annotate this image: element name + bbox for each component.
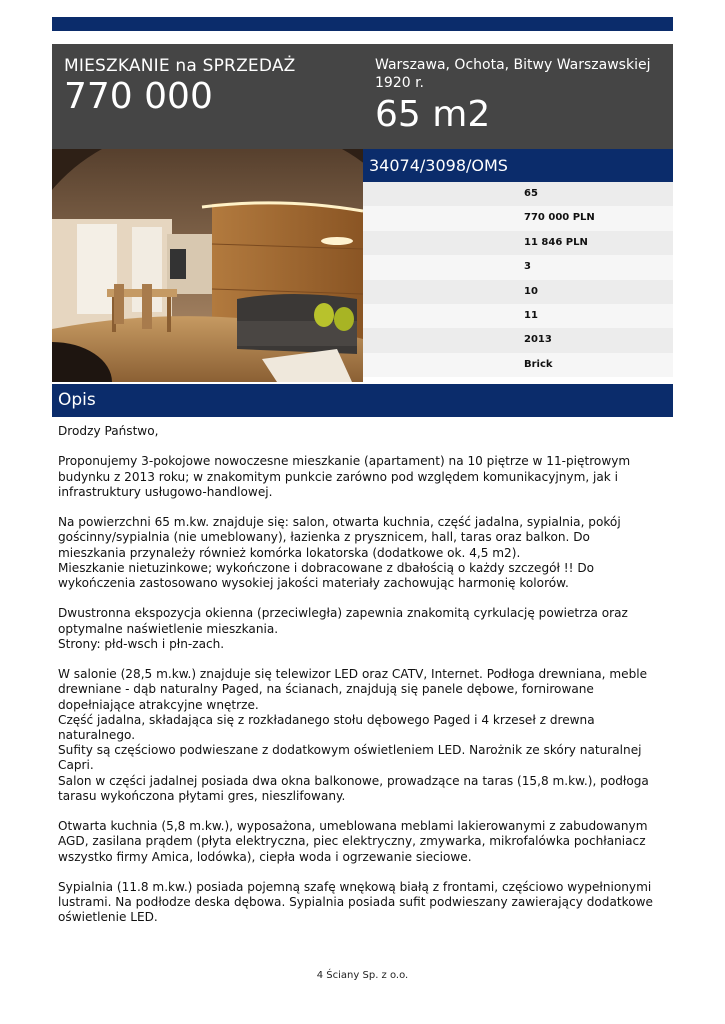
description-paragraph: W salonie (28,5 m.kw.) znajduje się telewizor LED oraz CATV, Internet. Podłoga drewniana, meble drewniane - dąb naturalny Paged, na ścianach, znajdują się panele dębowe, fornirowane dopełniające atrakcyjne wnętrze. Część jadalna, składająca się z rozkładanego stołu dębowego Paged i 4 krzeseł z drewna naturalnego. Sufity są częściowo podwieszane z dodatkowym oświetleniem LED. Narożnik ze skóry naturalnej Capri. Salon w części jadalnej posiada dwa okna balkonowe, prowadzące na taras (15,8 m.kw.), podłoga tarasu wykończona płytami gres, nieszlifowany. bbox=[58, 667, 649, 803]
listing-type: MIESZKANIE na SPRZEDAŻ bbox=[64, 56, 296, 76]
description-paragraph: Dwustronna ekspozycja okienna (przeciwległa) zapewnia znakomitą cyrkulację powietrza oraz optymalne naświetlenie mieszkania. Strony: płd-wsch i płn-zach. bbox=[58, 606, 628, 651]
apartment-photo bbox=[52, 149, 363, 382]
description-paragraph: Otwarta kuchnia (5,8 m.kw.), wyposażona, umeblowana meblami lakierowanymi z zabudowanym AGD, zasilana prądem (płyta elektryczna, piec elektryczny, zmywarka, mikrofalówka pochłaniacz wszystko firmy Amica, lodówka), ciepła woda i ogrzewanie sieciowe. bbox=[58, 819, 648, 864]
header-right bbox=[375, 56, 665, 135]
listing-price: 770 000 bbox=[64, 76, 213, 117]
description-paragraph: Drodzy Państwo, bbox=[58, 424, 159, 438]
listing-address: Warszawa, Ochota, Bitwy Warszawskiej 1920 r. bbox=[375, 57, 651, 91]
detail-row: 65 bbox=[363, 182, 673, 206]
section-title: Opis bbox=[52, 384, 673, 417]
detail-row: 2013 bbox=[363, 328, 673, 352]
detail-row: 770 000 PLN bbox=[363, 206, 673, 230]
detail-row: 10 bbox=[363, 280, 673, 304]
detail-row: 3 bbox=[363, 255, 673, 279]
detail-row: 11 bbox=[363, 304, 673, 328]
footer-company: 4 Ściany Sp. z o.o. bbox=[316, 970, 409, 981]
detail-row: 11 846 PLN bbox=[363, 231, 673, 255]
description bbox=[58, 424, 658, 941]
reference-number: 34074/3098/OMS bbox=[363, 149, 673, 182]
description-paragraph: Sypialnia (11.8 m.kw.) posiada pojemną szafę wnękową białą z frontami, częściowo wypełnionymi lustrami. Na podłodze deska dębowa. Sypialnia posiada sufit podwieszany zawierający dodatkowe oświetlenie LED. bbox=[58, 880, 653, 925]
detail-row: Brick bbox=[363, 353, 673, 377]
listing-header bbox=[52, 44, 673, 149]
top-accent-bar bbox=[52, 17, 673, 31]
header-left bbox=[64, 56, 296, 117]
description-paragraph: Na powierzchni 65 m.kw. znajduje się: salon, otwarta kuchnia, część jadalna, sypialnia, pokój gościnny/sypialnia (nie umeblowany), łazienka z prysznicem, hall, taras oraz balkon. Do mieszkania przynależy również komórka lokatorska (dodatkowe ok. 4,5 m2). Mieszkanie nietuzinkowe; wykończone i dobracowane z dbałością o każdy szczegół !! Do wykończenia zastosowano wysokiej jakości materiały zachowując harmonię kolorów. bbox=[58, 515, 621, 590]
description-paragraph: Proponujemy 3-pokojowe nowoczesne mieszkanie (apartament) na 10 piętrze w 11-piętrowym budynku z 2013 roku; w znakomitym punkcie zarówno pod względem komunikacyjnym, jak i infrastruktury usługowo-handlowej. bbox=[58, 454, 631, 499]
details-table bbox=[363, 182, 673, 377]
listing-area: 65 m2 bbox=[375, 94, 491, 135]
